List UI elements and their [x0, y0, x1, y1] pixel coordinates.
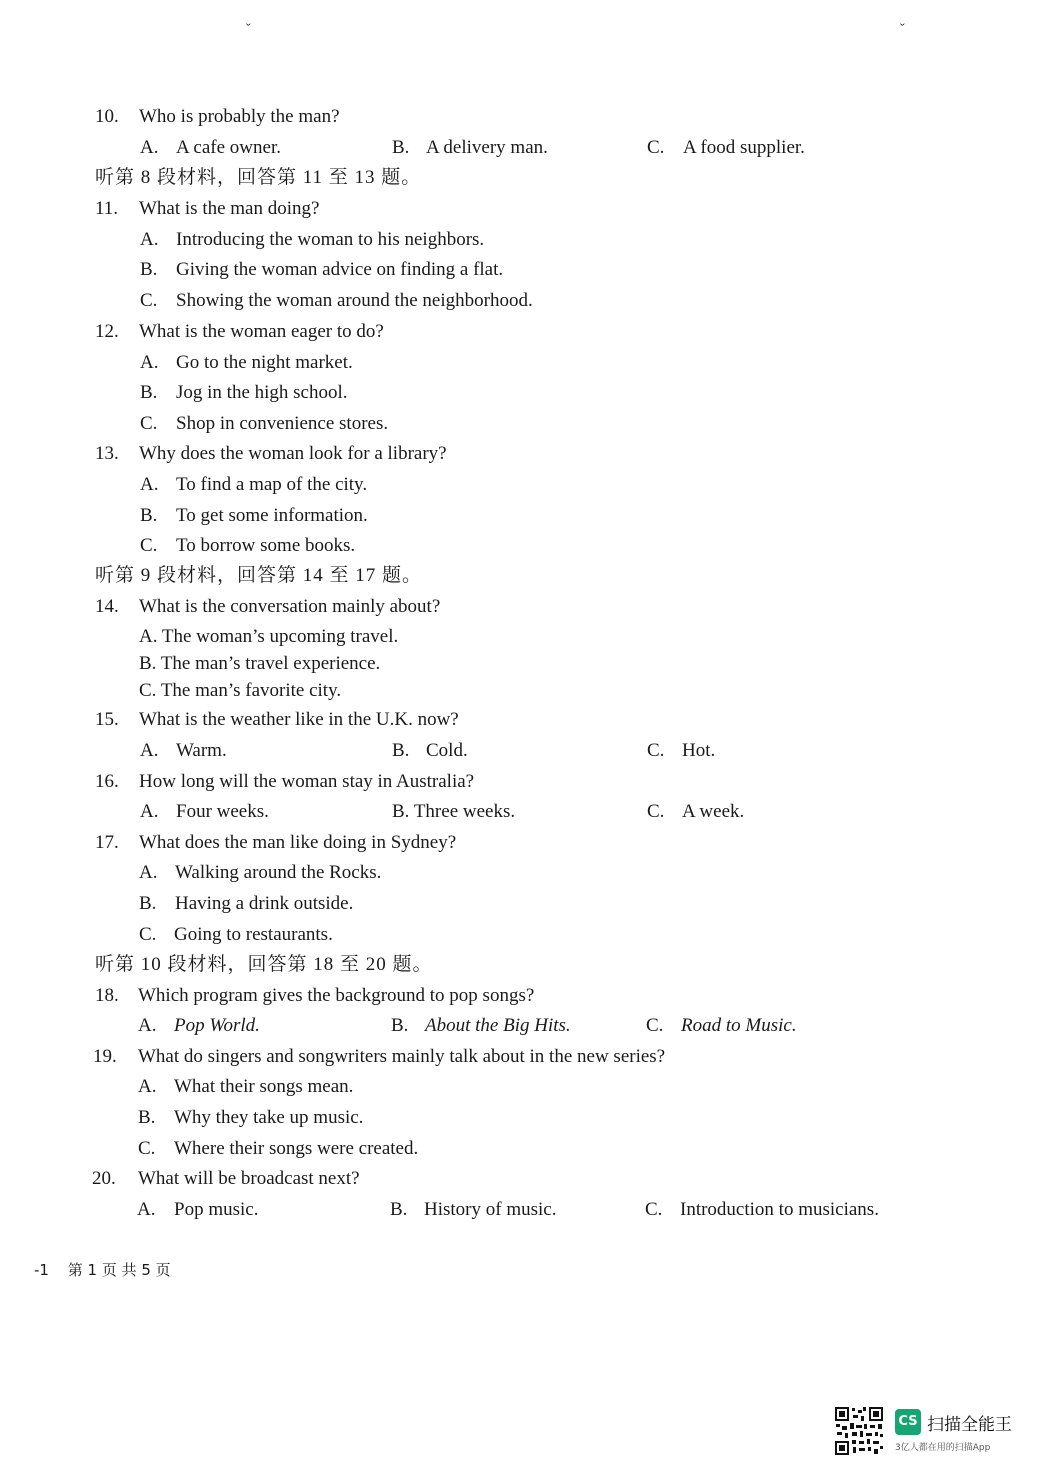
option-text: History of music.: [424, 1199, 557, 1220]
question-text: What is the conversation mainly about?: [139, 596, 441, 617]
option-text: Going to restaurants.: [174, 924, 333, 945]
qr-code-icon: [834, 1406, 884, 1456]
option-label: A.: [140, 801, 159, 822]
option-label: B.: [392, 740, 410, 761]
section-heading: 听第 9 段材料，回答第 14 至 17 题。: [95, 565, 423, 586]
option-b: B. The man’s travel experience.: [139, 653, 381, 674]
option-text: Where their songs were created.: [174, 1138, 419, 1159]
option-label: B.: [140, 382, 158, 403]
option-label: B.: [392, 137, 410, 158]
option-text: Introducing the woman to his neighbors.: [176, 229, 485, 250]
option-label: B.: [140, 259, 158, 280]
question-number: 18.: [95, 985, 119, 1006]
question-number: 20.: [92, 1168, 116, 1189]
question-number: 16.: [95, 771, 119, 792]
option-text: Road to Music.: [681, 1015, 797, 1036]
option-label: C.: [647, 801, 665, 822]
option-label: C.: [140, 535, 158, 556]
question-text: How long will the woman stay in Australia?: [139, 771, 475, 792]
option-label: A.: [139, 862, 158, 883]
page-number: 第 1 页 共 5 页: [67, 1261, 171, 1279]
question-text: Who is probably the man?: [139, 106, 340, 127]
option-label: A.: [140, 352, 159, 373]
option-label: A.: [138, 1076, 157, 1097]
scanner-brand: 扫描全能王: [927, 1415, 1012, 1435]
option-label: A.: [138, 1015, 157, 1036]
option-text: Walking around the Rocks.: [175, 862, 382, 883]
scanner-tagline: 3亿人都在用的扫描App: [895, 1443, 991, 1453]
option-text: Giving the woman advice on finding a flat.: [176, 259, 504, 280]
option-text: To find a map of the city.: [176, 474, 368, 495]
question-number: 13.: [95, 443, 119, 464]
scan-mark-left: ˇ: [246, 22, 251, 37]
question-number: 10.: [95, 106, 119, 127]
option-label: B.: [140, 505, 158, 526]
option-label: C.: [647, 137, 665, 158]
option-a: A. The woman’s upcoming travel.: [139, 626, 399, 647]
option-text: To get some information.: [176, 505, 368, 526]
option-text: Jog in the high school.: [176, 382, 348, 403]
option-text: Why they take up music.: [174, 1107, 364, 1128]
option-label: C.: [647, 740, 665, 761]
option-label: A.: [137, 1199, 156, 1220]
option-label: C.: [140, 290, 158, 311]
question-number: 12.: [95, 321, 119, 342]
question-text: What do singers and songwriters mainly talk about in the new series?: [138, 1046, 666, 1067]
option-label: B.: [139, 893, 157, 914]
option-label: C.: [646, 1015, 664, 1036]
option-text: Showing the woman around the neighborhood.: [176, 290, 533, 311]
question-text: What is the weather like in the U.K. now?: [139, 709, 459, 730]
question-text: Why does the woman look for a library?: [139, 443, 447, 464]
option-text: What their songs mean.: [174, 1076, 354, 1097]
option-text: Shop in convenience stores.: [176, 413, 389, 434]
option-text: Pop music.: [174, 1199, 259, 1220]
option-label: C.: [138, 1138, 156, 1159]
option-text: About the Big Hits.: [425, 1015, 571, 1036]
camscanner-logo: CS: [895, 1409, 921, 1435]
option-label: B.: [391, 1015, 409, 1036]
option-text: A food supplier.: [683, 137, 805, 158]
section-heading: 听第 10 段材料，回答第 18 至 20 题。: [95, 954, 433, 975]
option-label: A.: [140, 137, 159, 158]
option-text: Hot.: [682, 740, 716, 761]
option-text: Having a drink outside.: [175, 893, 354, 914]
question-number: 15.: [95, 709, 119, 730]
option-c: C. The man’s favorite city.: [139, 680, 342, 701]
question-text: What will be broadcast next?: [138, 1168, 360, 1189]
option-label: B.: [138, 1107, 156, 1128]
option-text: Cold.: [426, 740, 468, 761]
option-label: C.: [139, 924, 157, 945]
question-text: What is the woman eager to do?: [139, 321, 384, 342]
option-text: A delivery man.: [426, 137, 548, 158]
option-text: A cafe owner.: [176, 137, 281, 158]
option-text: Go to the night market.: [176, 352, 353, 373]
option-text: Pop World.: [174, 1015, 260, 1036]
question-text: Which program gives the background to pop songs?: [138, 985, 535, 1006]
option-label: A.: [140, 474, 159, 495]
question-number: 11.: [95, 198, 119, 219]
option-label: A.: [140, 740, 159, 761]
question-number: 17.: [95, 832, 119, 853]
option-label: C.: [645, 1199, 663, 1220]
question-text: What does the man like doing in Sydney?: [139, 832, 457, 853]
option-text: Four weeks.: [176, 801, 269, 822]
option-text: A week.: [682, 801, 745, 822]
page-footer: [34, 1259, 171, 1280]
option-label: A.: [140, 229, 159, 250]
question-number: 14.: [95, 596, 119, 617]
option-text: Introduction to musicians.: [680, 1199, 879, 1220]
option-text: Warm.: [176, 740, 227, 761]
question-number: 19.: [93, 1046, 117, 1067]
footer-prefix: -1: [34, 1261, 49, 1279]
option-text: B. Three weeks.: [392, 801, 516, 822]
question-text: What is the man doing?: [139, 198, 320, 219]
option-label: B.: [390, 1199, 408, 1220]
option-label: C.: [140, 413, 158, 434]
scan-mark-right: ˇ: [900, 22, 905, 37]
option-text: To borrow some books.: [176, 535, 356, 556]
section-heading: 听第 8 段材料，回答第 11 至 13 题。: [95, 167, 422, 188]
